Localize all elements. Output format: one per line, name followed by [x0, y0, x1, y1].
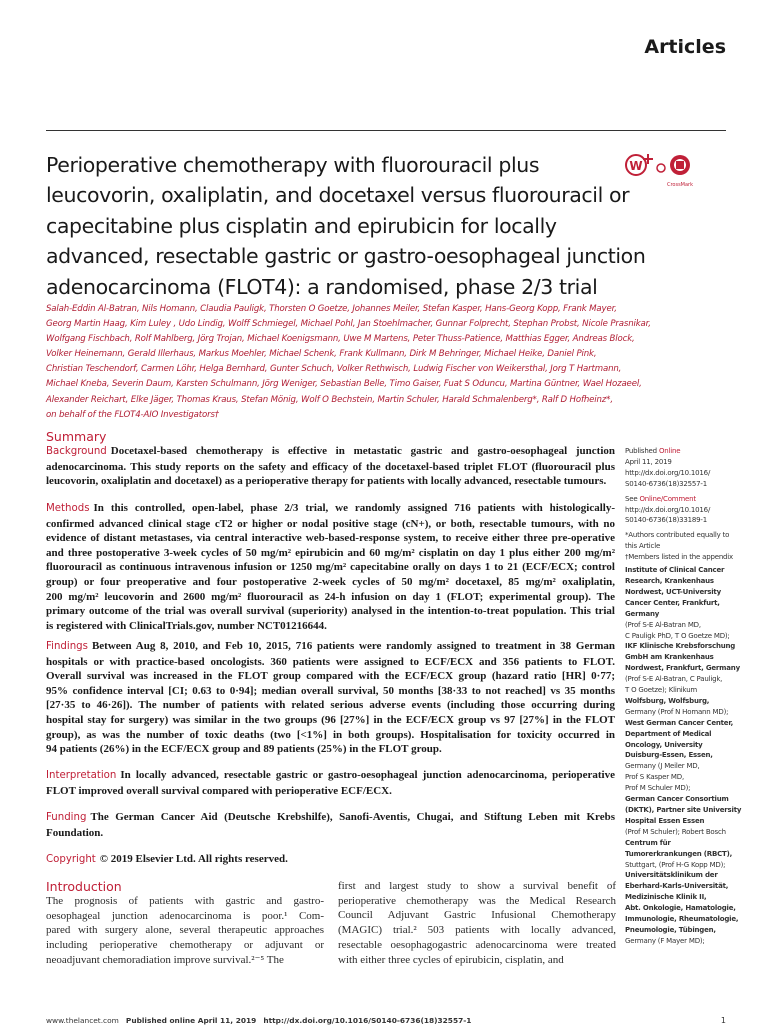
footer-published: Published online April 11, 2019 — [125, 1016, 257, 1025]
methods-line: fluorouracil as continuous intravenous infusion or 1250 mg/m² capecitabine orally on days 1 to 21 (ECF/ECX; control — [46, 561, 615, 574]
published-line: April 11, 2019 — [625, 457, 672, 466]
interpretation-line: FLOT improved overall survival compared with perioperative ECF/ECX. — [46, 784, 392, 797]
affiliation-line: Pneumologie, Tübingen, — [625, 925, 716, 934]
affiliation-line: Centrum für — [625, 838, 671, 847]
header-rule — [46, 130, 726, 131]
intro-line: with either three cycles of epirubicin, cisplatin, and — [338, 953, 564, 966]
footer-doi[interactable]: http://dx.doi.org/10.1016/S0140-6736(18)32557-1 — [263, 1016, 472, 1025]
article-icons — [624, 152, 694, 192]
affiliation-line: (Prof M Schuler); Robert Bosch — [625, 827, 726, 836]
affiliation-line: West German Cancer Center, — [625, 718, 734, 727]
summary-heading: Summary — [46, 429, 107, 444]
affiliation-line: (DKTK), Partner site University — [625, 806, 742, 814]
background-line: leucovorin, oxaliplatin and docetaxel) as a perioperative therapy for patients with locally advanced, resectable tumours. — [46, 475, 607, 488]
note-line: this Article — [625, 542, 661, 551]
copyright-label: Copyright — [46, 854, 96, 865]
affiliation-line: Nordwest, Frankfurt, Germany — [625, 664, 740, 673]
footer-site[interactable]: www.thelancet.com — [46, 1016, 119, 1025]
abstract-methods — [46, 501, 615, 633]
intro-column-2 — [338, 879, 616, 967]
intro-line: The prognosis of patients with gastric and gastro- — [46, 895, 324, 907]
author-line: Michael Kneba, Severin Daum, Karsten Schulmann, Jörg Weniger, Sebastian Belle, Timo Gaiser, Fuat S Oduncu, Martina Güntner, Wael Hozaeel, — [46, 379, 642, 390]
title-line: capecitabine plus cisplatin and epirubicin for locally — [46, 213, 557, 238]
affiliation-line: Nordwest, UCT-University — [625, 587, 721, 596]
findings-line: Findings Between Aug 8, 2010, and Feb 10, 2015, 716 patients were randomly assigned to treatment in 38 German — [46, 640, 615, 652]
affiliation-line: Department of Medical — [625, 729, 712, 738]
affiliation-line: Prof S Kasper MD, — [625, 773, 684, 782]
interpretation-label: Interpretation — [46, 770, 117, 781]
affiliation-line: Cancer Center, Frankfurt, — [625, 598, 720, 607]
section-label: Articles — [644, 36, 726, 58]
abstract-findings — [46, 639, 615, 757]
title-line: advanced, resectable gastric or gastro-oesophageal junction — [46, 244, 646, 269]
note-line: *Authors contributed equally to — [625, 531, 730, 540]
intro-line: resectable oesophagogastric adenocarcinoma were treated — [338, 938, 616, 951]
affiliation-line: Prof M Schuler MD); — [625, 784, 691, 793]
background-line: adenocarcinoma. This study reports on the safety and efficacy of the docetaxel-based triplet FLOT (fluorouracil plus — [46, 460, 615, 473]
author-list — [46, 302, 651, 423]
affiliation-line: Germany — [625, 609, 660, 618]
affiliation-line: Eberhard-Karls-Universität, — [625, 882, 729, 891]
author-line: Volker Heinemann, Gerald Illerhaus, Markus Moehler, Michael Schenk, Frank Kullmann, Dirk M Behringer, Michael Heike, Daniel Pink, — [46, 349, 597, 360]
methods-label: Methods — [46, 503, 90, 514]
title-line: leucovorin, oxaliplatin, and docetaxel versus fluorouracil or — [46, 183, 630, 208]
abstract-background — [46, 444, 615, 489]
affiliation-line: Medizinische Klinik II, — [625, 893, 707, 902]
author-line: Christian Teschendorf, Carmen Löhr, Helga Bernhard, Gunter Schuch, Volker Rethwisch, Ludwig Fischer von Weikersthal, Jorg T Hartmann, — [46, 364, 622, 375]
svg-text:W: W — [629, 159, 643, 173]
intro-line: Council Adjuvant Gastric Infusional Chemotherapy — [338, 909, 616, 922]
published-label: Published — [625, 447, 657, 455]
affiliation-line: Universitätsklinikum der — [625, 871, 718, 880]
sidebar — [625, 446, 755, 947]
affiliation-line: (Prof S-E Al-Batran MD, — [625, 620, 701, 629]
svg-text:CrossMark: CrossMark — [666, 182, 694, 188]
published-online-link[interactable]: Online — [658, 447, 681, 455]
affiliation-line: Germany (F Mayer MD); — [625, 936, 705, 945]
author-line: on behalf of the FLOT4-AIO Investigators† — [46, 409, 219, 420]
intro-line: pared with surgery alone, several therapeutic approaches — [46, 924, 324, 937]
affiliation-line: Germany (Prof N Homann MD); — [625, 707, 729, 716]
findings-line: group), as was the number of toxic deaths (two [<1%] in both groups). Hospitalisation for toxicity occurred in — [46, 728, 615, 741]
affiliation-line: (Prof S-E Al-Batran, C Pauligk, — [625, 675, 723, 684]
affiliation-line: Stuttgart, (Prof H-G Kopp MD); — [625, 860, 726, 869]
crossmark-icon[interactable] — [624, 152, 694, 192]
methods-line: confirmed advanced clinical stage cT2 or higher or nodal positive stage (cN+), or both, resectable tumours, with no — [46, 517, 615, 530]
copyright-text: © 2019 Elsevier Ltd. All rights reserved. — [99, 853, 288, 865]
see-comment-link[interactable]: Online/Comment — [639, 494, 696, 503]
methods-line: evidence of distant metastases, via central interactive web-based-response system, to receive either three pre-operative — [46, 532, 615, 545]
published-line: S0140-6736(18)32557-1 — [625, 479, 708, 488]
methods-line: group) or four preoperative and four postoperative 2-week cycles of 50 mg/m² docetaxel, 85 mg/m² oxaliplatin, — [46, 575, 615, 588]
see-line: http://dx.doi.org/10.1016/ — [625, 505, 711, 514]
affiliation-line: Tumorerkrankungen (RBCT), — [625, 849, 733, 858]
introduction-heading: Introduction — [46, 879, 122, 894]
intro-line: including perioperative chemotherapy or adjuvant or — [46, 939, 324, 952]
findings-line: [27·35 to 46·26]). The number of patients with related serious adverse events (including those occurring during — [46, 699, 615, 712]
see-line: S0140-6736(18)33189-1 — [625, 516, 708, 525]
background-line: Background Docetaxel-based chemotherapy is effective in metastatic gastric and gastro-oesophageal junction — [46, 445, 615, 457]
note-line: †Members listed in the appendix — [625, 553, 733, 562]
intro-line: oesophageal junction adenocarcinoma is poor.¹ Com- — [46, 909, 324, 922]
author-line: Alexander Reichart, Elke Jäger, Thomas Kraus, Stefan Mönig, Wolf O Bechstein, Martin Schuler, Harald Schmalenberg*, Ralf D Hofheinz*, — [46, 394, 613, 405]
affiliation-line: IKF Klinische Krebsforschung — [625, 642, 736, 651]
affiliation-line: Hospital Essen Essen — [625, 816, 705, 825]
funding-label: Funding — [46, 812, 87, 823]
findings-label: Findings — [46, 641, 88, 652]
intro-line: first and largest study to show a survival benefit of — [338, 880, 616, 892]
affiliation-line: Immunologie, Rheumatologie, — [625, 915, 739, 924]
affiliation-line: Wolfsburg, Wolfsburg, — [625, 696, 710, 705]
intro-line: neoadjuvant chemoradiation improve survival.²⁻⁵ The — [46, 953, 284, 966]
findings-line: hospitals or with practice-based oncologists. 360 patients were assigned to ECF/ECX and 356 patients to FLOT. — [46, 655, 615, 668]
title-line: adenocarcinoma (FLOT4): a randomised, phase 2/3 trial — [46, 274, 598, 299]
funding-line: Funding The German Cancer Aid (Deutsche Krebshilfe), Sanofi-Aventis, Chugai, and Stiftung Leben mit Krebs — [46, 811, 615, 823]
author-line: Wolfgang Fischbach, Rolf Mahlberg, Jörg Trojan, Michael Koenigsmann, Uwe M Martens, Peter Thuss-Patience, Matthias Egger, Andreas Block, — [46, 334, 635, 345]
affiliation-line: German Cancer Consortium — [625, 795, 729, 804]
affiliation-line: C Pauligk PhD, T O Goetze MD); — [625, 631, 730, 640]
background-label: Background — [46, 446, 107, 457]
page-number: 1 — [720, 1016, 726, 1025]
funding-line: Foundation. — [46, 826, 104, 839]
affiliation-line: GmbH am Krankenhaus — [625, 653, 714, 662]
findings-line: hospital stay for surgery) was similar in the two groups (96 [27%] in the ECF/ECX group vs 97 [27%] in the FLOT — [46, 713, 615, 726]
see-label: See — [625, 494, 638, 503]
article-title — [46, 150, 646, 302]
affiliation-line: Research, Krankenhaus — [625, 576, 714, 585]
affiliation-line: Oncology, University — [625, 740, 703, 749]
findings-line: 95% confidence interval [CI; 0.63 to 0·94]; median overall survival, 50 months [38·33 to not reached] vs 35 months — [46, 684, 615, 697]
methods-line: is registered with ClinicalTrials.gov, number NCT01216644. — [46, 619, 327, 632]
abstract-interpretation — [46, 768, 615, 798]
affiliation-line: Abt. Onkologie, Hamatologie, — [625, 904, 736, 913]
affiliation-line: Institute of Clinical Cancer — [625, 566, 725, 575]
intro-column-1 — [46, 894, 324, 968]
affiliation-line: Duisburg-Essen, Essen, — [625, 751, 713, 760]
published-line: http://dx.doi.org/10.1016/ — [625, 468, 711, 477]
methods-line: 200 mg/m² leucovorin and 2600 mg/m² fluorouracil as 24-h infusion on day 1 (FLOT; experimental group). The — [46, 590, 615, 603]
methods-line: primary outcome of the trial was overall survival (superiority) analysed in the intention-to-treat population. This trial — [46, 605, 615, 618]
title-line: Perioperative chemotherapy with fluorouracil plus — [46, 153, 540, 177]
intro-line: perioperative chemotherapy was the Medical Research — [338, 894, 616, 907]
interpretation-line: Interpretation In locally advanced, resectable gastric or gastro-oesophageal junction adenocarcinoma, perioperative — [46, 769, 615, 781]
author-line: Salah-Eddin Al-Batran, Nils Homann, Claudia Pauligk, Thorsten O Goetze, Johannes Meiler, Stefan Kasper, Hans-Georg Kopp, Frank Mayer, — [46, 304, 617, 314]
methods-line: Methods In this controlled, open-label, phase 2/3 trial, we randomly assigned 716 patients with histologically- — [46, 502, 615, 514]
abstract-copyright — [46, 852, 615, 868]
findings-line: 94 patients (26%) in the ECF/ECX group and 89 patients (25%) in the FLOT group. — [46, 743, 442, 756]
findings-line: Overall survival was increased in the FLOT group compared with the ECF/ECX group (hazard ratio [HR] 0·77; — [46, 670, 615, 683]
abstract-funding — [46, 810, 615, 840]
methods-line: and three postoperative 3-week cycles of 50 mg/m² epirubicin and 60 mg/m² cisplatin on day 1 plus either 200 mg/m² — [46, 546, 615, 559]
affiliation-line: T O Goetze); Klinikum — [625, 686, 698, 695]
intro-line: (MAGIC) trial.² 503 patients with locally advanced, — [338, 924, 616, 937]
affiliation-line: Germany (J Meiler MD, — [625, 762, 700, 771]
author-line: Georg Martin Haag, Kim Luley , Udo Lindig, Wolff Schmiegel, Michael Pohl, Jan Stoehlmacher, Gunnar Folprecht, Stephan Probst, Nicole Prasnikar, — [46, 319, 651, 330]
